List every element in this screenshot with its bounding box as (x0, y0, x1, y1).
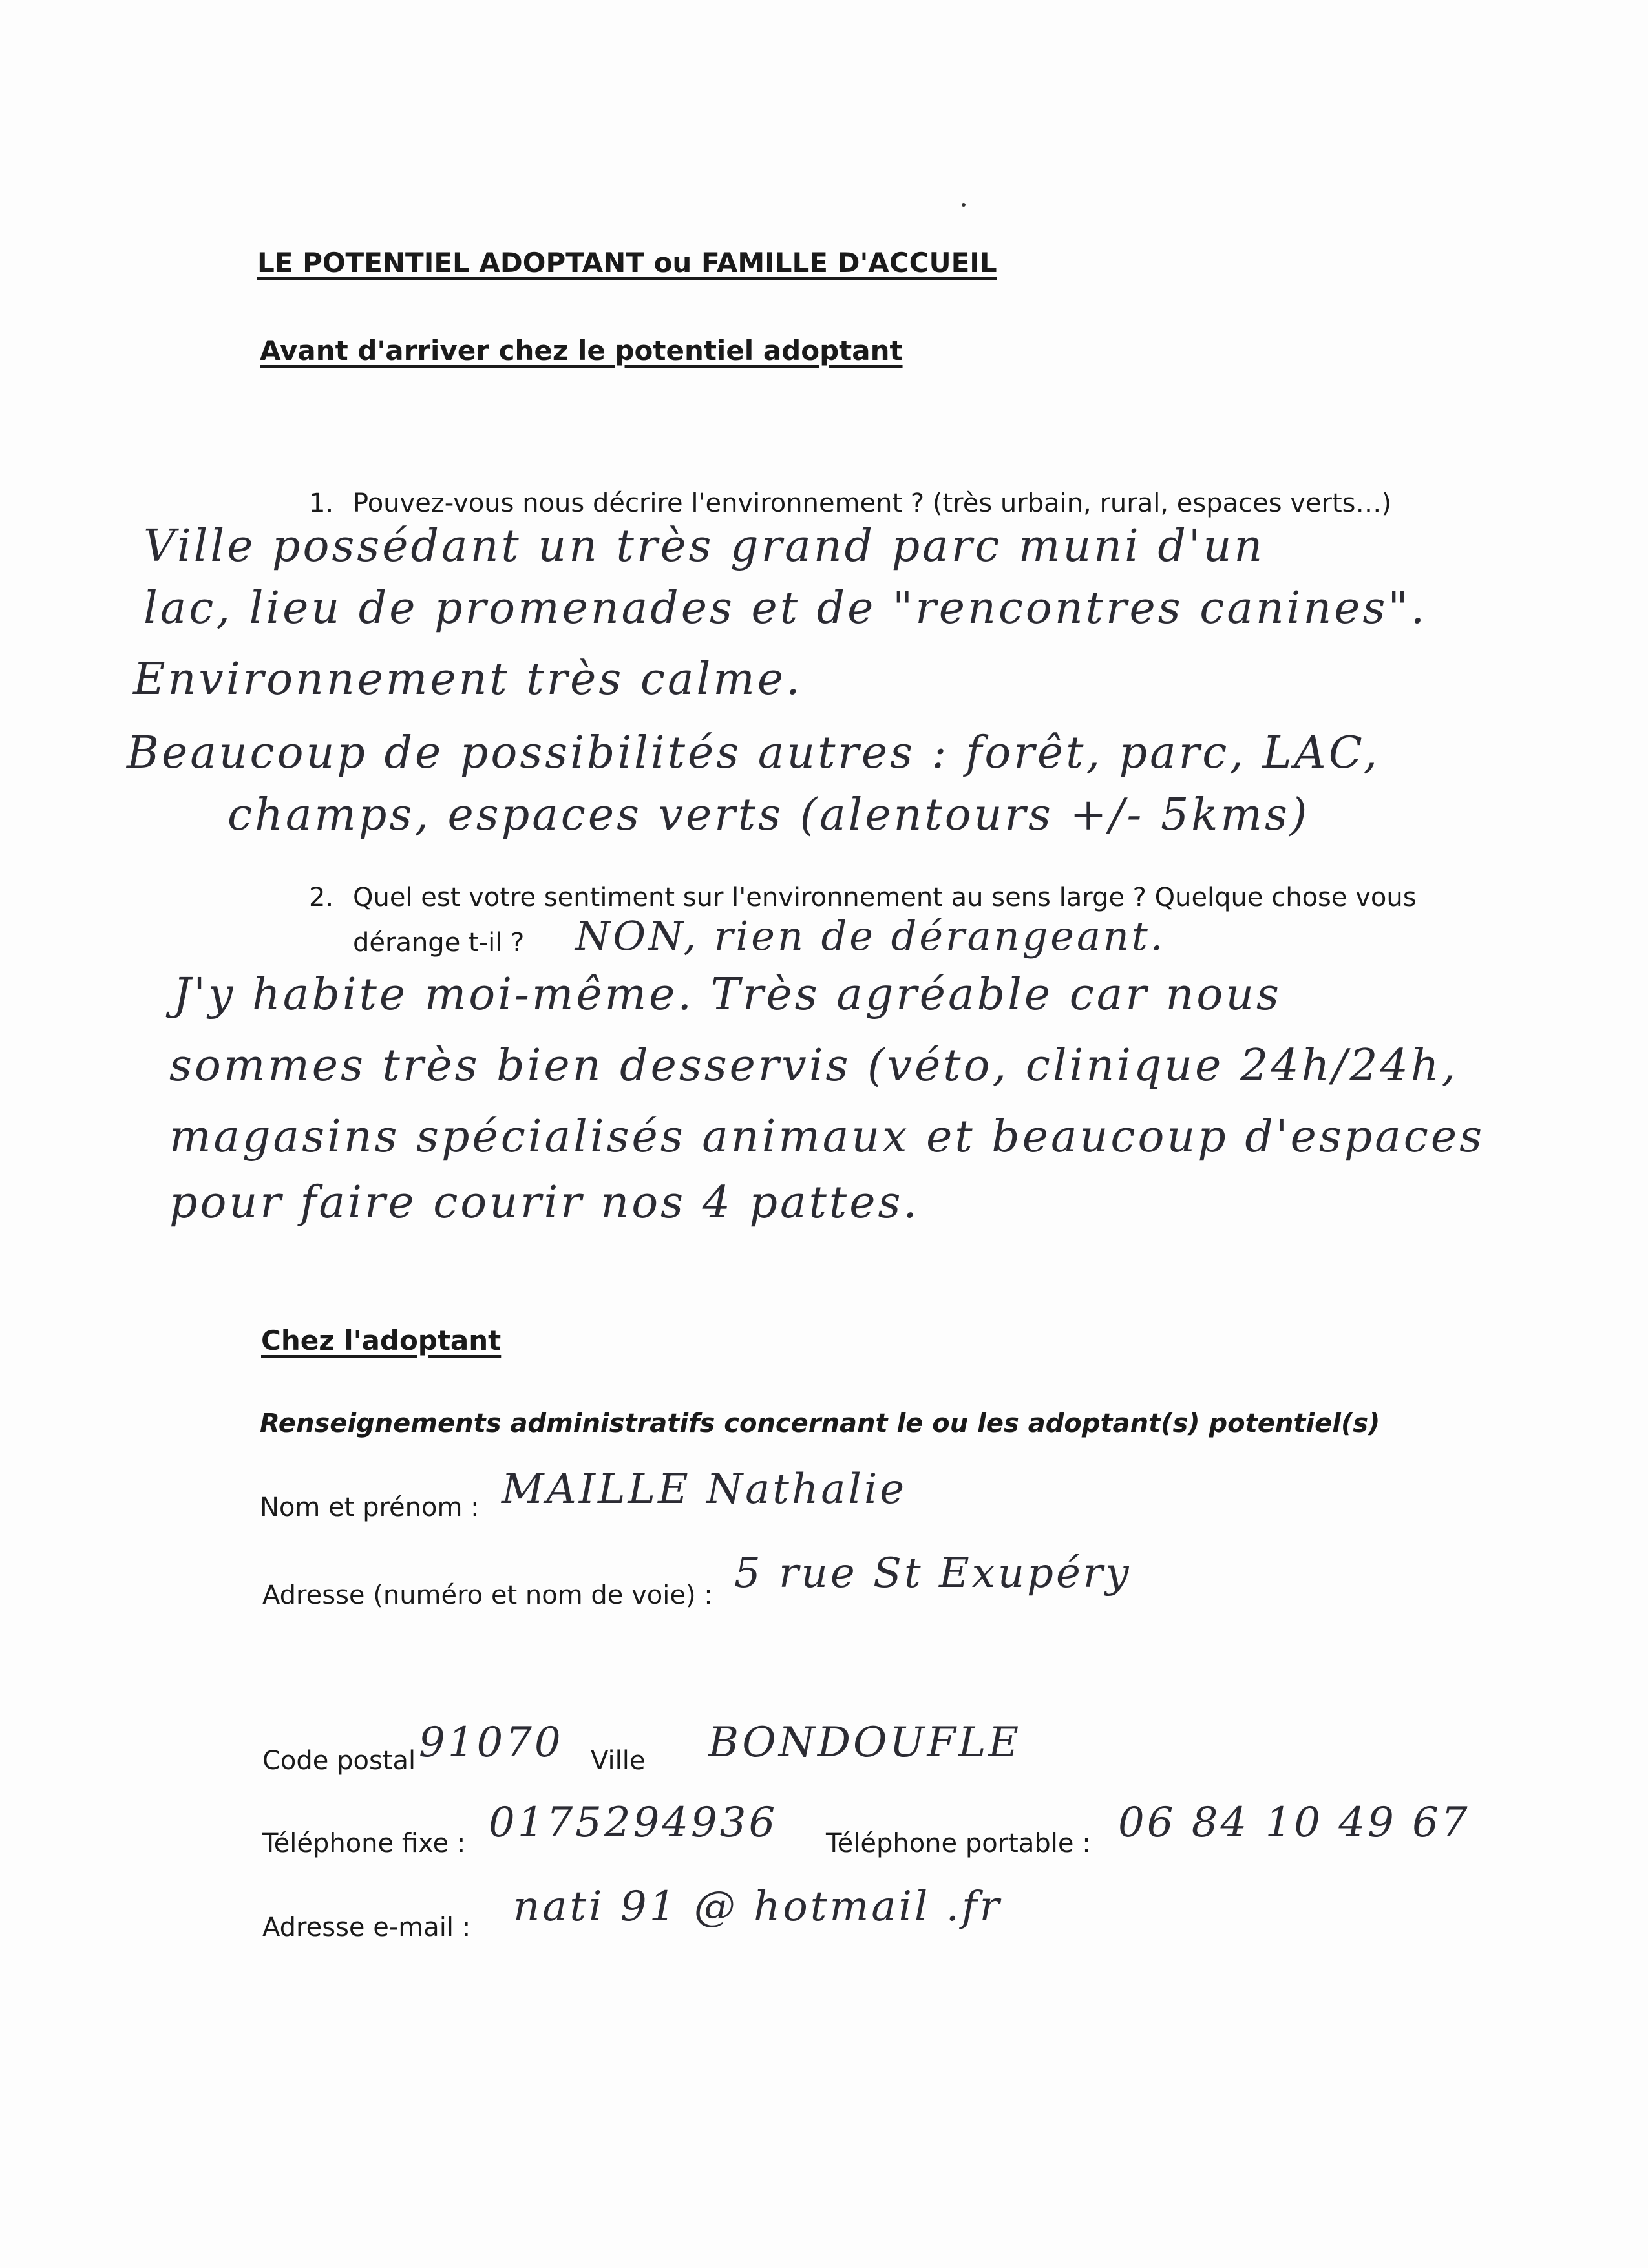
question-2-text-line-1: Quel est votre sentiment sur l'environnement au sens large ? Quelque chose vous (353, 883, 1417, 912)
question-1-number: 1. (309, 488, 334, 518)
form-title: LE POTENTIEL ADOPTANT ou FAMILLE D'ACCUEIL (257, 247, 997, 278)
answer-1-line-2: lac, lieu de promenades et de "rencontres canines". (143, 583, 1428, 634)
city-value: BONDOUFLE (708, 1719, 1022, 1767)
name-value: MAILLE Nathalie (502, 1465, 907, 1513)
email-value: nati 91 @ hotmail .fr (513, 1883, 1002, 1931)
email-label: Adresse e-mail : (262, 1913, 471, 1942)
answer-2-line-2: sommes très bien desservis (véto, clinique 24h/24h, (169, 1040, 1459, 1091)
section-heading-at-adopter: Chez l'adoptant (261, 1325, 502, 1356)
phone-home-label: Téléphone fixe : (262, 1829, 466, 1858)
phone-mobile-label: Téléphone portable : (826, 1829, 1091, 1858)
postal-code-label: Code postal (262, 1746, 416, 1776)
address-value: 5 rue St Exupéry (734, 1549, 1132, 1597)
scan-speck (962, 203, 966, 207)
answer-1-line-4: Beaucoup de possibilités autres : forêt, parc, LAC, (127, 728, 1380, 779)
postal-code-value: 91070 (419, 1719, 564, 1767)
name-label: Nom et prénom : (260, 1493, 480, 1522)
answer-1-line-5: champs, espaces verts (alentours +/- 5kms) (227, 790, 1310, 841)
section-heading-before-arrival: Avant d'arriver chez le potentiel adoptant (260, 335, 903, 366)
phone-home-value: 0175294936 (489, 1799, 778, 1847)
phone-mobile-value: 06 84 10 49 67 (1118, 1799, 1470, 1847)
question-2-text-line-2: dérange t-il ? (353, 928, 525, 958)
question-1-text: Pouvez-vous nous décrire l'environnement ? (très urbain, rural, espaces verts…) (353, 488, 1392, 518)
city-label: Ville (591, 1746, 646, 1776)
answer-1-line-1: Ville possédant un très grand parc muni d'un (143, 521, 1265, 572)
answer-2-inline: NON, rien de dérangeant. (575, 912, 1166, 960)
address-label: Adresse (numéro et nom de voie) : (262, 1580, 713, 1610)
answer-2-line-1: J'y habite moi-même. Très agréable car nous (173, 969, 1282, 1020)
question-2-number: 2. (309, 883, 334, 912)
answer-2-line-3: magasins spécialisés animaux et beaucoup d'espaces (169, 1111, 1485, 1162)
admin-info-heading: Renseignements administratifs concernant le ou les adoptant(s) potentiel(s) (260, 1409, 1380, 1438)
answer-1-line-3: Environnement très calme. (133, 654, 803, 705)
answer-2-line-4: pour faire courir nos 4 pattes. (169, 1177, 920, 1228)
